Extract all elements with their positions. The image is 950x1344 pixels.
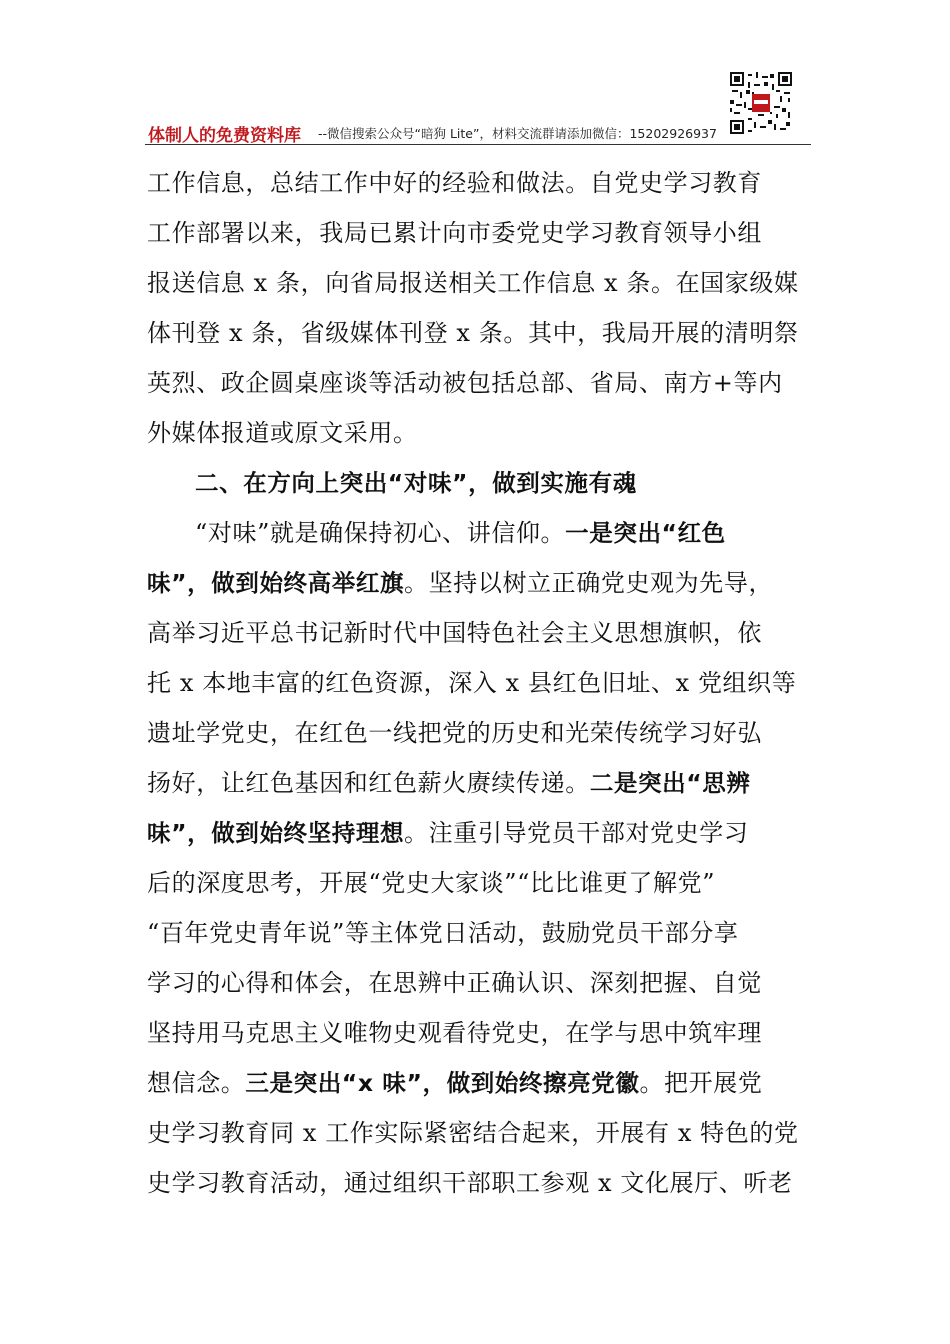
body-line: 史学习教育同 x 工作实际紧密结合起来，开展有 x 特色的党: [147, 1119, 799, 1147]
emphasis-text: 一是突出“红色: [565, 519, 726, 547]
body-line: 体刊登 x 条，省级媒体刊登 x 条。其中，我局开展的清明祭: [147, 319, 799, 347]
body-text: 。把开展党: [639, 1069, 763, 1097]
emphasis-text: 三是突出“x 味”，做到始终擦亮党徽: [245, 1069, 640, 1097]
body-text: 想信念。: [147, 1069, 246, 1097]
emphasis-text: 味”，做到始终坚持理想: [147, 819, 405, 847]
header-divider: [145, 144, 811, 145]
body-line: 坚持用马克思主义唯物史观看待党史，在学与思中筑牢理: [147, 1019, 762, 1047]
page-header: [148, 121, 788, 146]
body-line: 工作部署以来，我局已累计向市委党史学习教育领导小组: [147, 219, 762, 247]
section-heading: 二、在方向上突出“对味”，做到实施有魂: [195, 469, 637, 497]
body-line: 托 x 本地丰富的红色资源，深入 x 县红色旧址、x 党组织等: [147, 669, 797, 697]
body-text: 。注重引导党员干部对党史学习: [404, 819, 749, 847]
document-body: [147, 158, 807, 1208]
body-line: [147, 808, 807, 858]
body-text: 扬好，让红色基因和红色薪火赓续传递。: [147, 769, 590, 797]
body-line: 英烈、政企圆桌座谈等活动被包括总部、省局、南方+等内: [147, 369, 783, 397]
body-line: 史学习教育活动，通过组织干部职工参观 x 文化展厅、听老: [147, 1169, 793, 1197]
body-line: [147, 558, 807, 608]
body-text: “对味”就是确保持初心、讲信仰。: [195, 519, 566, 547]
body-line: 学习的心得和体会，在思辨中正确认识、深刻把握、自觉: [147, 969, 762, 997]
body-line: 报送信息 x 条，向省局报送相关工作信息 x 条。在国家级媒: [147, 269, 799, 297]
body-line: 后的深度思考，开展“党史大家谈”“比比谁更了解党”: [147, 869, 716, 897]
body-line: 外媒体报道或原文采用。: [147, 419, 418, 447]
body-line: [147, 758, 807, 808]
body-line: [147, 1058, 807, 1108]
emphasis-text: 味”，做到始终高举红旗: [147, 569, 405, 597]
header-brand: 体制人的免费资料库: [148, 126, 301, 146]
emphasis-text: 二是突出“思辨: [589, 769, 751, 797]
body-line: 遗址学党史，在红色一线把党的历史和光荣传统学习好弘: [147, 719, 762, 747]
body-line: 工作信息，总结工作中好的经验和做法。自党史学习教育: [147, 169, 762, 197]
body-line: 高举习近平总书记新时代中国特色社会主义思想旗帜，依: [147, 619, 762, 647]
body-line: “百年党史青年说”等主体党日活动，鼓励党员干部分享: [147, 919, 739, 947]
header-subtitle: --微信搜索公众号“暗狗 Lite”，材料交流群请添加微信：15202926937: [318, 126, 717, 141]
body-text: 。坚持以树立正确党史观为先导，: [404, 569, 774, 597]
body-line: [147, 508, 807, 558]
